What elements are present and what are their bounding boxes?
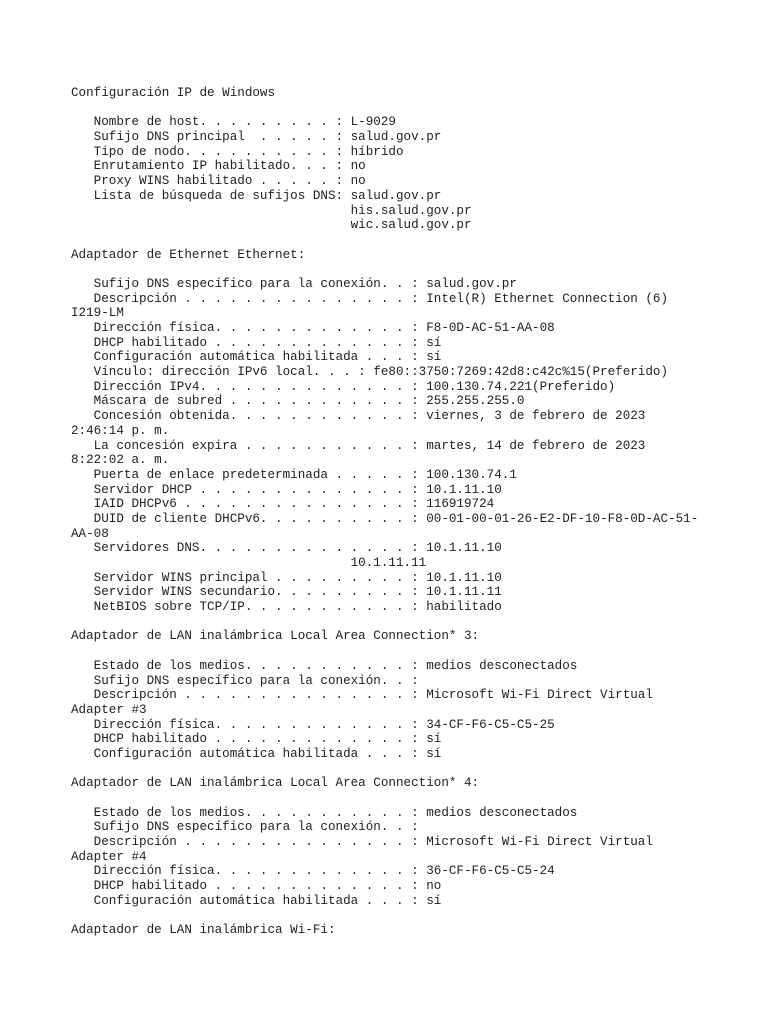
- output-line: Adapter #3: [71, 702, 147, 717]
- output-line: Descripción . . . . . . . . . . . . . . . : Microsoft Wi-Fi Direct Virtual: [71, 835, 653, 850]
- output-line: Configuración IP de Windows: [71, 86, 276, 100]
- output-line: Adaptador de LAN inalámbrica Local Area Connection* 3:: [71, 629, 480, 644]
- output-line: 8:22:02 a. m.: [71, 453, 170, 468]
- output-line: [71, 615, 761, 630]
- output-line: IAID DHCPv6 . . . . . . . . . . . . . . . : 116919724: [71, 497, 495, 512]
- output-line: NetBIOS sobre TCP/IP. . . . . . . . . . . : habilitado: [71, 600, 502, 615]
- output-line: Dirección física. . . . . . . . . . . . . : 36-CF-F6-C5-C5-24: [71, 864, 555, 879]
- output-line: [71, 101, 761, 116]
- output-line: Nombre de host. . . . . . . . . : L-9029: [71, 115, 396, 130]
- output-line: Puerta de enlace predeterminada . . . . . : 100.130.74.1: [71, 467, 517, 482]
- output-line: Adaptador de LAN inalámbrica Local Area Connection* 4:: [71, 776, 480, 791]
- output-line: I219-LM: [71, 306, 124, 321]
- output-line: [71, 233, 761, 248]
- output-line: Servidor DHCP . . . . . . . . . . . . . . : 10.1.11.10: [71, 482, 502, 497]
- output-line: Configuración automática habilitada . . . : sí: [71, 893, 442, 908]
- output-line: [71, 791, 761, 806]
- output-line: Dirección física. . . . . . . . . . . . . : F8-0D-AC-51-AA-08: [71, 321, 555, 335]
- output-line: Configuración automática habilitada . . . : sí: [71, 350, 442, 365]
- output-line: Vínculo: dirección IPv6 local. . . : fe80::3750:7269:42d8:c42c%15(Preferido): [71, 365, 669, 380]
- output-line: wic.salud.gov.pr: [71, 218, 472, 233]
- output-line: Configuración automática habilitada . . . : sí: [71, 746, 442, 761]
- output-line: Concesión obtenida. . . . . . . . . . . . : viernes, 3 de febrero de 2023: [71, 409, 646, 424]
- output-line: DHCP habilitado . . . . . . . . . . . . . : no: [71, 879, 442, 894]
- output-line: Descripción . . . . . . . . . . . . . . . : Intel(R) Ethernet Connection (6): [71, 291, 669, 306]
- output-line: Adaptador de Ethernet Ethernet:: [71, 247, 306, 262]
- output-line: Lista de búsqueda de sufijos DNS: salud.gov.pr: [71, 188, 442, 203]
- output-line: Adaptador de LAN inalámbrica Wi-Fi:: [71, 923, 336, 938]
- output-line: Estado de los medios. . . . . . . . . . . : medios desconectados: [71, 805, 578, 820]
- output-line: Sufijo DNS específico para la conexión. . : salud.gov.pr: [71, 276, 517, 291]
- output-line: Enrutamiento IP habilitado. . . : no: [71, 159, 366, 174]
- output-line: Máscara de subred . . . . . . . . . . . . : 255.255.255.0: [71, 394, 525, 409]
- output-line: Proxy WINS habilitado . . . . . : no: [71, 174, 366, 189]
- output-line: [71, 762, 761, 777]
- output-line: Servidores DNS. . . . . . . . . . . . . . : 10.1.11.10: [71, 541, 502, 556]
- output-line: Dirección física. . . . . . . . . . . . . : 34-CF-F6-C5-C5-25: [71, 717, 555, 732]
- output-line: Servidor WINS principal . . . . . . . . . : 10.1.11.10: [71, 570, 502, 585]
- output-line: [71, 262, 761, 277]
- output-line: Sufijo DNS específico para la conexión. . :: [71, 820, 419, 835]
- output-line: Sufijo DNS principal . . . . . : salud.gov.pr: [71, 130, 442, 145]
- output-line: DHCP habilitado . . . . . . . . . . . . . : sí: [71, 732, 442, 747]
- output-line: [71, 644, 761, 659]
- output-line: Adapter #4: [71, 849, 147, 864]
- output-line: his.salud.gov.pr: [71, 203, 472, 218]
- output-line: DUID de cliente DHCPv6. . . . . . . . . . : 00-01-00-01-26-E2-DF-10-F8-0D-AC-51-: [71, 511, 699, 526]
- output-line: DHCP habilitado . . . . . . . . . . . . . : sí: [71, 335, 442, 350]
- output-line: AA-08: [71, 526, 109, 541]
- output-line: La concesión expira . . . . . . . . . . . : martes, 14 de febrero de 2023: [71, 438, 646, 453]
- output-line: 10.1.11.11: [71, 556, 427, 570]
- output-line: Descripción . . . . . . . . . . . . . . . : Microsoft Wi-Fi Direct Virtual: [71, 688, 653, 703]
- output-line: [71, 909, 761, 924]
- output-line: 2:46:14 p. m.: [71, 423, 170, 438]
- output-line: Tipo de nodo. . . . . . . . . . : híbrido: [71, 144, 404, 159]
- ipconfig-output: [71, 86, 761, 938]
- output-line: Estado de los medios. . . . . . . . . . . : medios desconectados: [71, 658, 578, 673]
- output-line: Sufijo DNS específico para la conexión. . :: [71, 673, 419, 688]
- output-line: Servidor WINS secundario. . . . . . . . . : 10.1.11.11: [71, 585, 502, 600]
- output-line: Dirección IPv4. . . . . . . . . . . . . . : 100.130.74.221(Preferido): [71, 379, 616, 394]
